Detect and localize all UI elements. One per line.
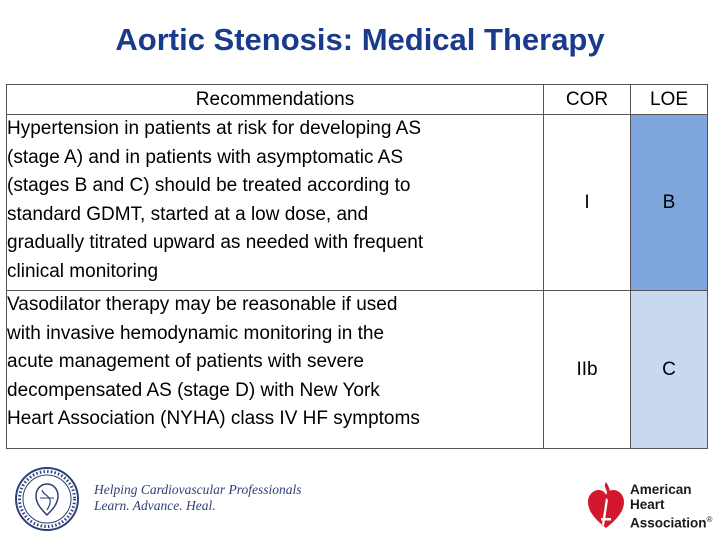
recommendation-line: decompensated AS (stage D) with New York	[7, 379, 380, 401]
aha-line-3-wrap	[630, 512, 712, 531]
header-loe: LOE	[631, 85, 708, 115]
slide-title: Aortic Stenosis: Medical Therapy	[115, 22, 605, 57]
recommendation-line: Hypertension in patients at risk for developing AS	[7, 118, 422, 139]
recommendation-line: (stages B and C) should be treated according to	[7, 175, 411, 196]
acc-seal-logo	[14, 466, 80, 532]
recommendation-text	[7, 115, 544, 291]
header-cor: COR	[544, 85, 631, 115]
cor-cell: IIb	[544, 291, 631, 449]
acc-tagline-line-2: Learn. Advance. Heal.	[94, 498, 216, 513]
recommendation-line: with invasive hemodynamic monitoring in the	[7, 322, 385, 344]
acc-tagline	[94, 482, 302, 514]
registered-mark: ®	[706, 515, 713, 524]
cor-cell: I	[544, 115, 631, 291]
recommendations-table	[6, 84, 708, 449]
recommendation-line: acute management of patients with severe	[7, 351, 364, 372]
recommendation-line: clinical monitoring	[7, 260, 159, 282]
aha-heart-torch-logo	[586, 478, 626, 532]
recommendation-line: Vasodilator therapy may be reasonable if used	[7, 294, 398, 315]
recommendation-line: (stage A) and in patients with asymptomatic AS	[7, 146, 404, 168]
aha-branding	[586, 478, 716, 534]
recommendation-line: gradually titrated upward as needed with frequent	[7, 232, 424, 253]
table-row	[7, 115, 708, 291]
aha-line-3: Association	[630, 515, 707, 531]
recommendation-line: Heart Association (NYHA) class IV HF symptoms	[7, 408, 420, 429]
acc-branding	[14, 466, 314, 530]
loe-cell: C	[631, 291, 708, 449]
loe-cell: B	[631, 115, 708, 291]
aha-line-1: American	[630, 482, 692, 497]
table-row	[7, 291, 708, 449]
table-header-row	[7, 85, 708, 115]
aha-wordmark	[630, 482, 712, 531]
aha-line-2: Heart	[630, 497, 665, 512]
header-recommendations: Recommendations	[7, 85, 544, 115]
acc-tagline-line-1: Helping Cardiovascular Professionals	[94, 482, 302, 497]
recommendation-line: standard GDMT, started at a low dose, and	[7, 203, 369, 225]
recommendation-text	[7, 291, 544, 449]
